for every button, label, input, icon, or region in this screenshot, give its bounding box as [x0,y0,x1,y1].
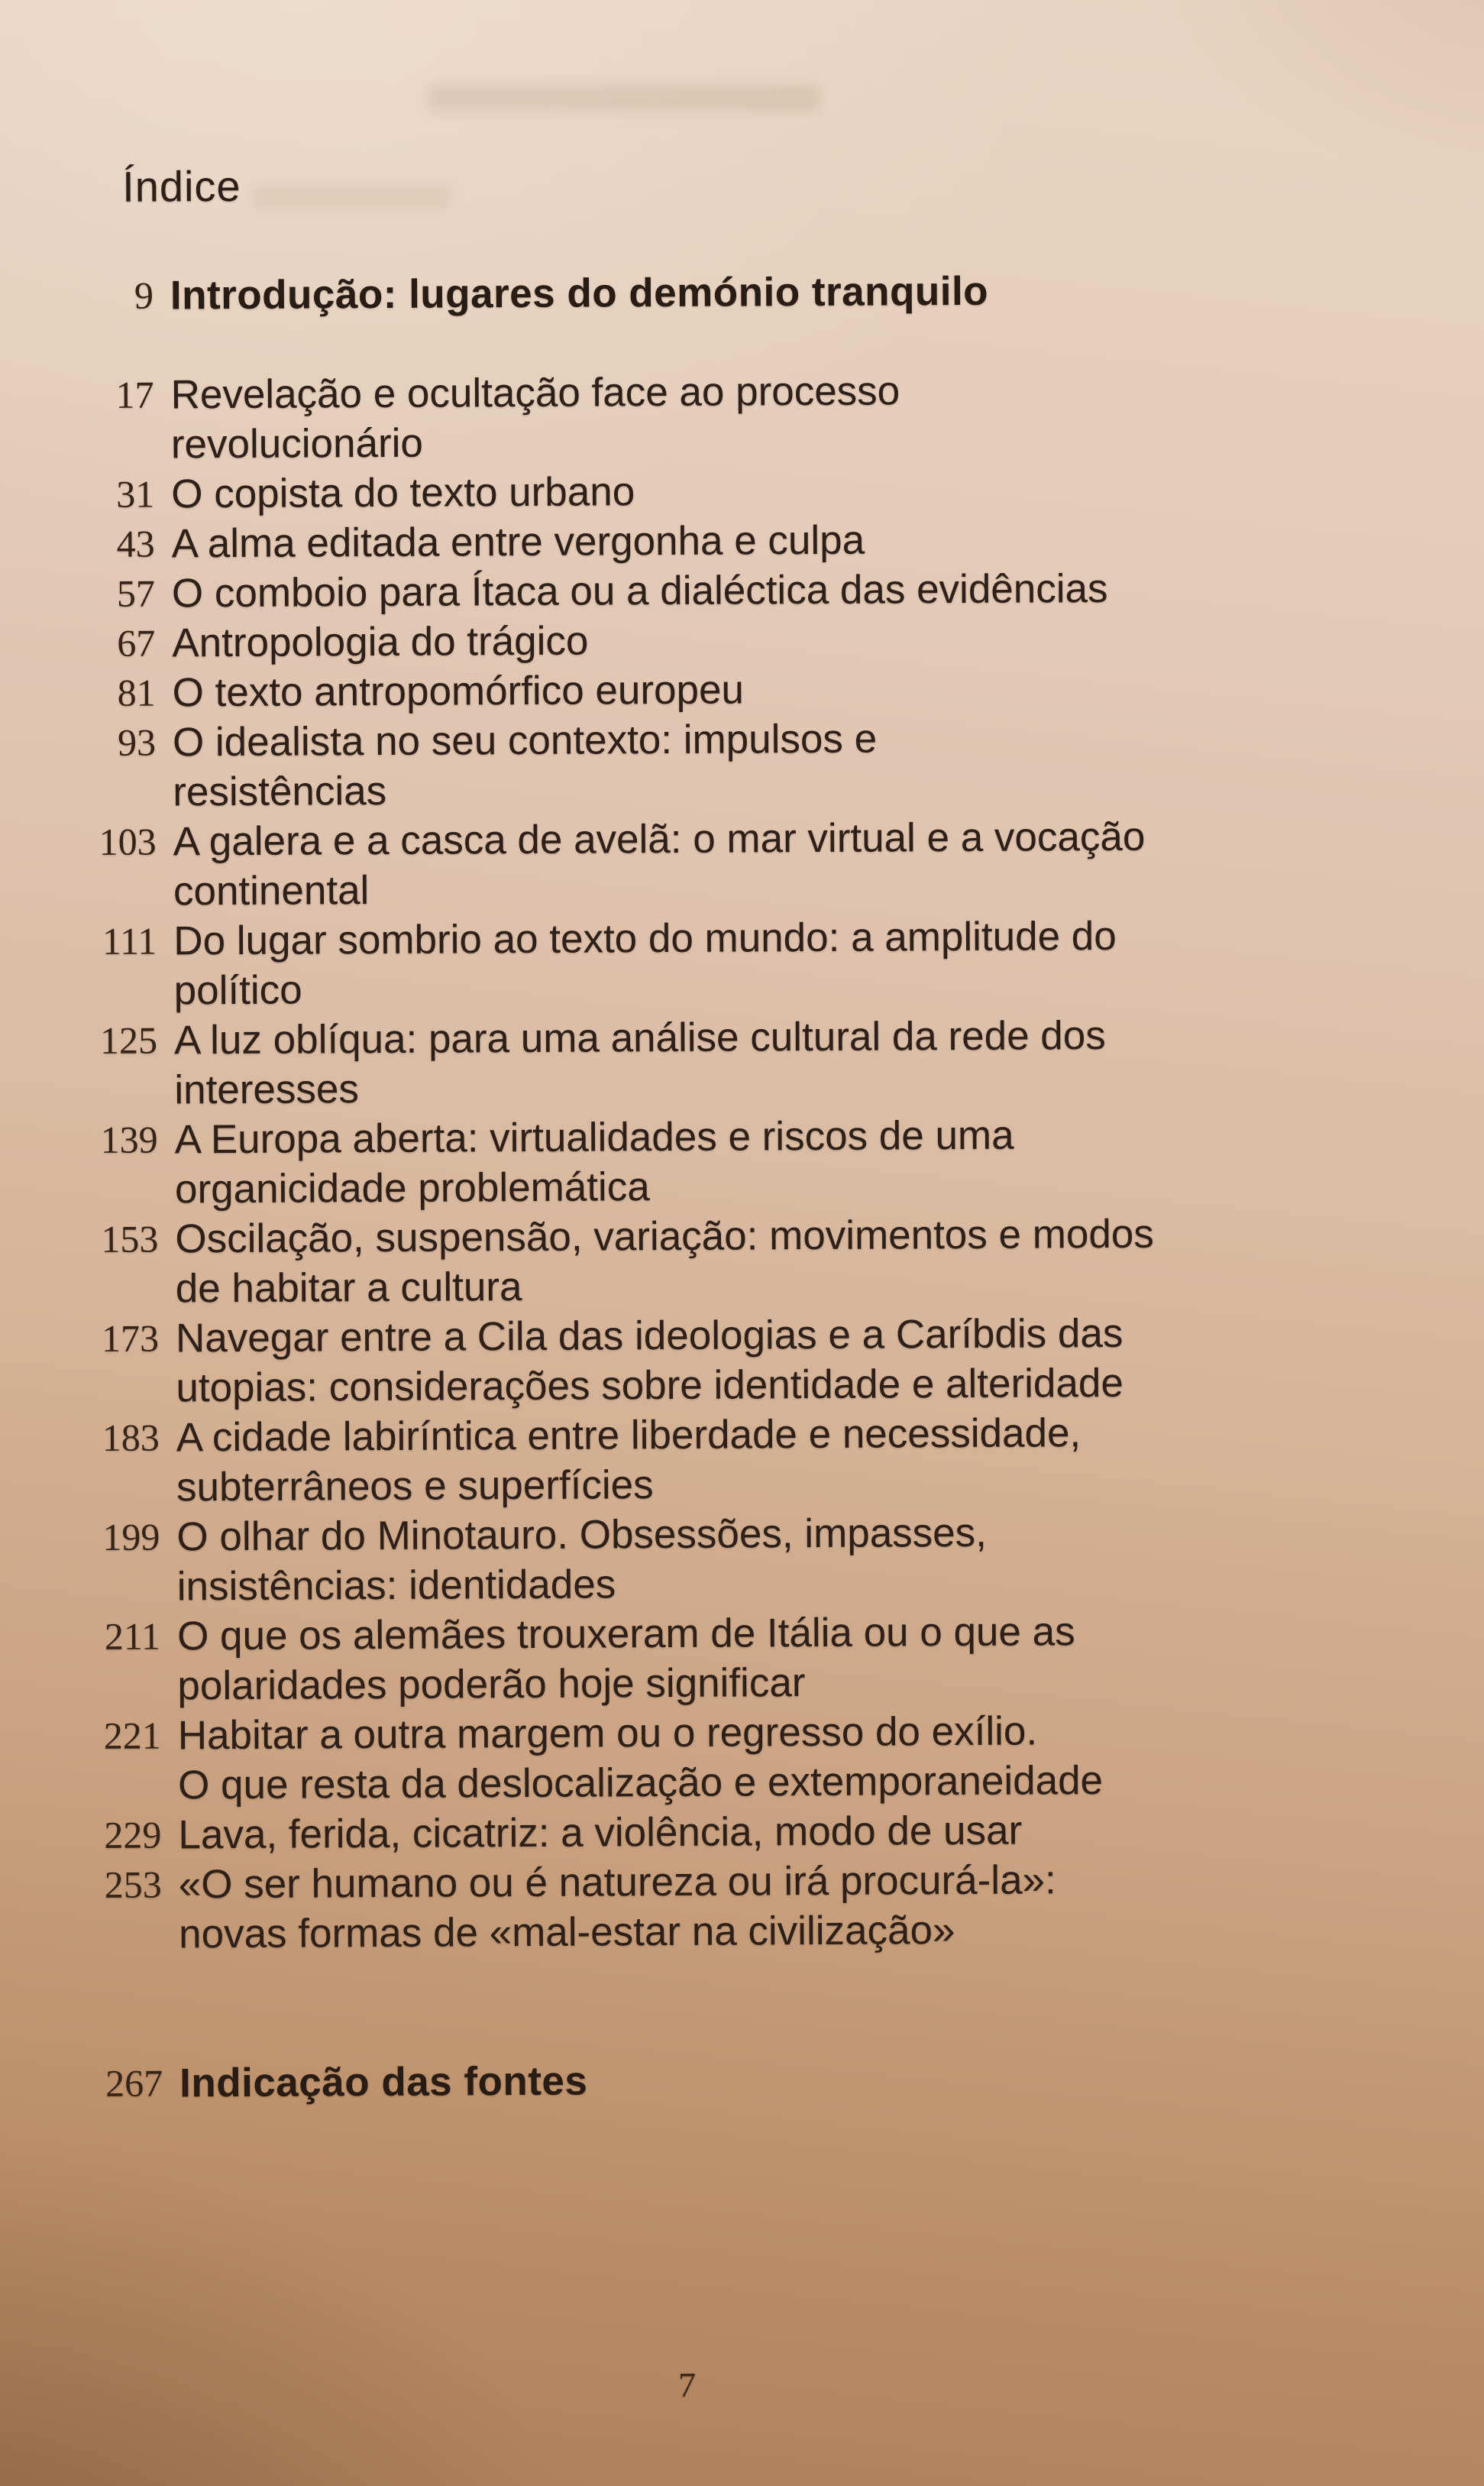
toc-entry [91,1705,1298,1811]
toc-entry-line: O comboio para Ítaca ou a dialéctica das evidências [171,565,1108,617]
toc-entry-line: Navegar entre a Cila das ideologias e a Caríbdis das [175,1310,1124,1361]
toc-entry-title [176,1508,987,1612]
toc-entry-line: A Europa aberta: virtualidades e riscos de uma [174,1112,1014,1163]
toc-entry-page-number: 229 [104,1813,162,1856]
toc-entry-page-number: 103 [99,820,157,863]
toc-entry-line: O copista do texto urbano [171,469,635,517]
toc-entry [92,2053,1299,2109]
toc-entries [83,265,1300,2109]
toc-entry-title [173,911,1117,1015]
show-through-text [428,84,821,112]
toc-entry-page-number: 211 [104,1614,161,1658]
toc-entry-page-number: 67 [117,621,156,665]
toc-entry-line: revolucionário [170,420,424,468]
toc-entry-line: Habitar a outra margem ou o regresso do exílio. [177,1708,1038,1759]
toc-entry-title [170,267,989,321]
toc-entry-page-number: 125 [99,1018,158,1062]
toc-entry-page-number: 267 [105,2061,163,2105]
toc-entry-title [176,1408,1081,1512]
toc-entry [87,1010,1295,1115]
toc-entry-page-number: 221 [103,1714,161,1757]
toc-entry [84,464,1291,520]
toc-entry-line: resistências [173,768,387,815]
toc-entry [90,1606,1298,1711]
toc-entry [86,712,1293,817]
toc-entry-line: Do lugar sombrio ao texto do mundo: a amplitude do [173,913,1117,964]
toc-entry-line: O idealista no seu contexto: impulsos e [172,716,878,766]
toc-entry [85,613,1292,668]
toc-entry-line: continental [173,868,370,914]
toc-entry-line: político [173,967,302,1014]
toc-entry-line: subterrâneos e superfícies [176,1462,654,1510]
toc-entry-title [175,1209,1154,1314]
toc-entry-title [179,1855,1057,1959]
toc-entry-title [179,2057,588,2109]
toc-entry-line: O olhar do Minotauro. Obsessões, impasses, [176,1510,988,1560]
toc-entry-title [173,714,878,817]
toc-title: Índice [122,161,241,211]
toc-entry-line: O que resta da deslocalização e extemporaneidade [177,1758,1104,1808]
toc-entry-line: «O ser humano ou é natureza ou irá procurá-la»: [178,1857,1056,1908]
toc-entry [85,563,1292,619]
table-of-contents [82,156,1299,2109]
toc-entry-line: Lava, ferida, cicatriz: a violência, modo de usar [178,1808,1023,1858]
toc-entry-line: A alma editada entre vergonha e culpa [171,517,865,567]
toc-entry-title [172,617,588,668]
toc-entry-page-number: 17 [115,373,154,416]
toc-entry-line: organicidade problemática [174,1164,650,1212]
toc-entry-line: insistências: identidades [176,1562,616,1610]
toc-entry-line: interesses [174,1067,360,1113]
toc-entry-title [172,665,744,717]
toc-entry-page-number: 183 [102,1416,160,1459]
toc-entry-page-number: 43 [116,522,155,565]
toc-entry-title [171,516,865,569]
toc-entry [83,364,1291,470]
toc-entry-line: Indicação das fontes [179,2058,588,2106]
toc-entry-line: Antropologia do trágico [172,618,589,666]
toc-entry-page-number: 57 [116,571,156,615]
toc-entry [85,662,1292,718]
toc-entry-page-number: 173 [101,1316,160,1360]
toc-entry [86,911,1294,1016]
toc-entry-line: utopias: considerações sobre identidade e alteridade [176,1360,1124,1411]
toc-entry-title [170,366,900,469]
toc-entry-title [178,1806,1022,1860]
toc-entry-line: Oscilação, suspensão, variação: movimentos e modos [175,1211,1154,1262]
toc-entry-line: polaridades poderão hoje significar [177,1660,806,1709]
toc-entry-page-number: 111 [102,919,157,963]
toc-entry [88,1209,1295,1314]
toc-entry-page-number: 153 [101,1217,159,1261]
toc-entry-line: de habitar a cultura [175,1264,522,1312]
toc-entry-line: Introdução: lugares do demónio tranquilo [170,268,989,319]
toc-entry-line: Revelação e ocultação face ao processo [170,368,900,418]
toc-entry-page-number: 199 [102,1515,160,1559]
page-number-footer: 7 [678,2365,696,2404]
toc-entry-title [175,1111,1015,1215]
toc-entry-page-number: 81 [117,671,156,714]
toc-entry-title [178,1706,1104,1810]
toc-entry-page-number: 93 [117,720,157,764]
toc-entry-title [171,467,635,519]
toc-entry-line: O texto antropomórfico europeu [172,667,745,716]
toc-entry-title [177,1607,1075,1711]
toc-entry [91,1805,1298,1860]
toc-entry [83,265,1290,321]
toc-entry-title [173,812,1145,917]
toc-entry-page-number: 31 [116,472,155,516]
toc-entry-line: A galera e a casca de avelã: o mar virtual e a vocação [173,814,1146,865]
toc-entry-line: O que os alemães trouxeram de Itália ou o que as [176,1609,1075,1659]
toc-entry [89,1407,1297,1513]
toc-entry [89,1308,1296,1413]
toc-entry [84,513,1291,569]
toc-entry-title [174,1011,1106,1115]
toc-entry-page-number: 139 [100,1118,158,1161]
toc-entry-page-number: 9 [134,274,154,317]
toc-entry [92,1854,1299,1960]
toc-entry [86,811,1293,917]
toc-entry-page-number: 253 [104,1863,162,1906]
toc-entry-line: novas formas de «mal-estar na civilização» [178,1908,955,1957]
toc-entry [88,1109,1295,1215]
toc-entry-line: A luz oblíqua: para uma análise cultural da rede dos [173,1013,1106,1063]
toc-entry-title [176,1309,1124,1413]
toc-entry-line: A cidade labiríntica entre liberdade e necessidade, [176,1410,1081,1461]
toc-entry [89,1507,1297,1612]
toc-entry-title [172,564,1108,618]
